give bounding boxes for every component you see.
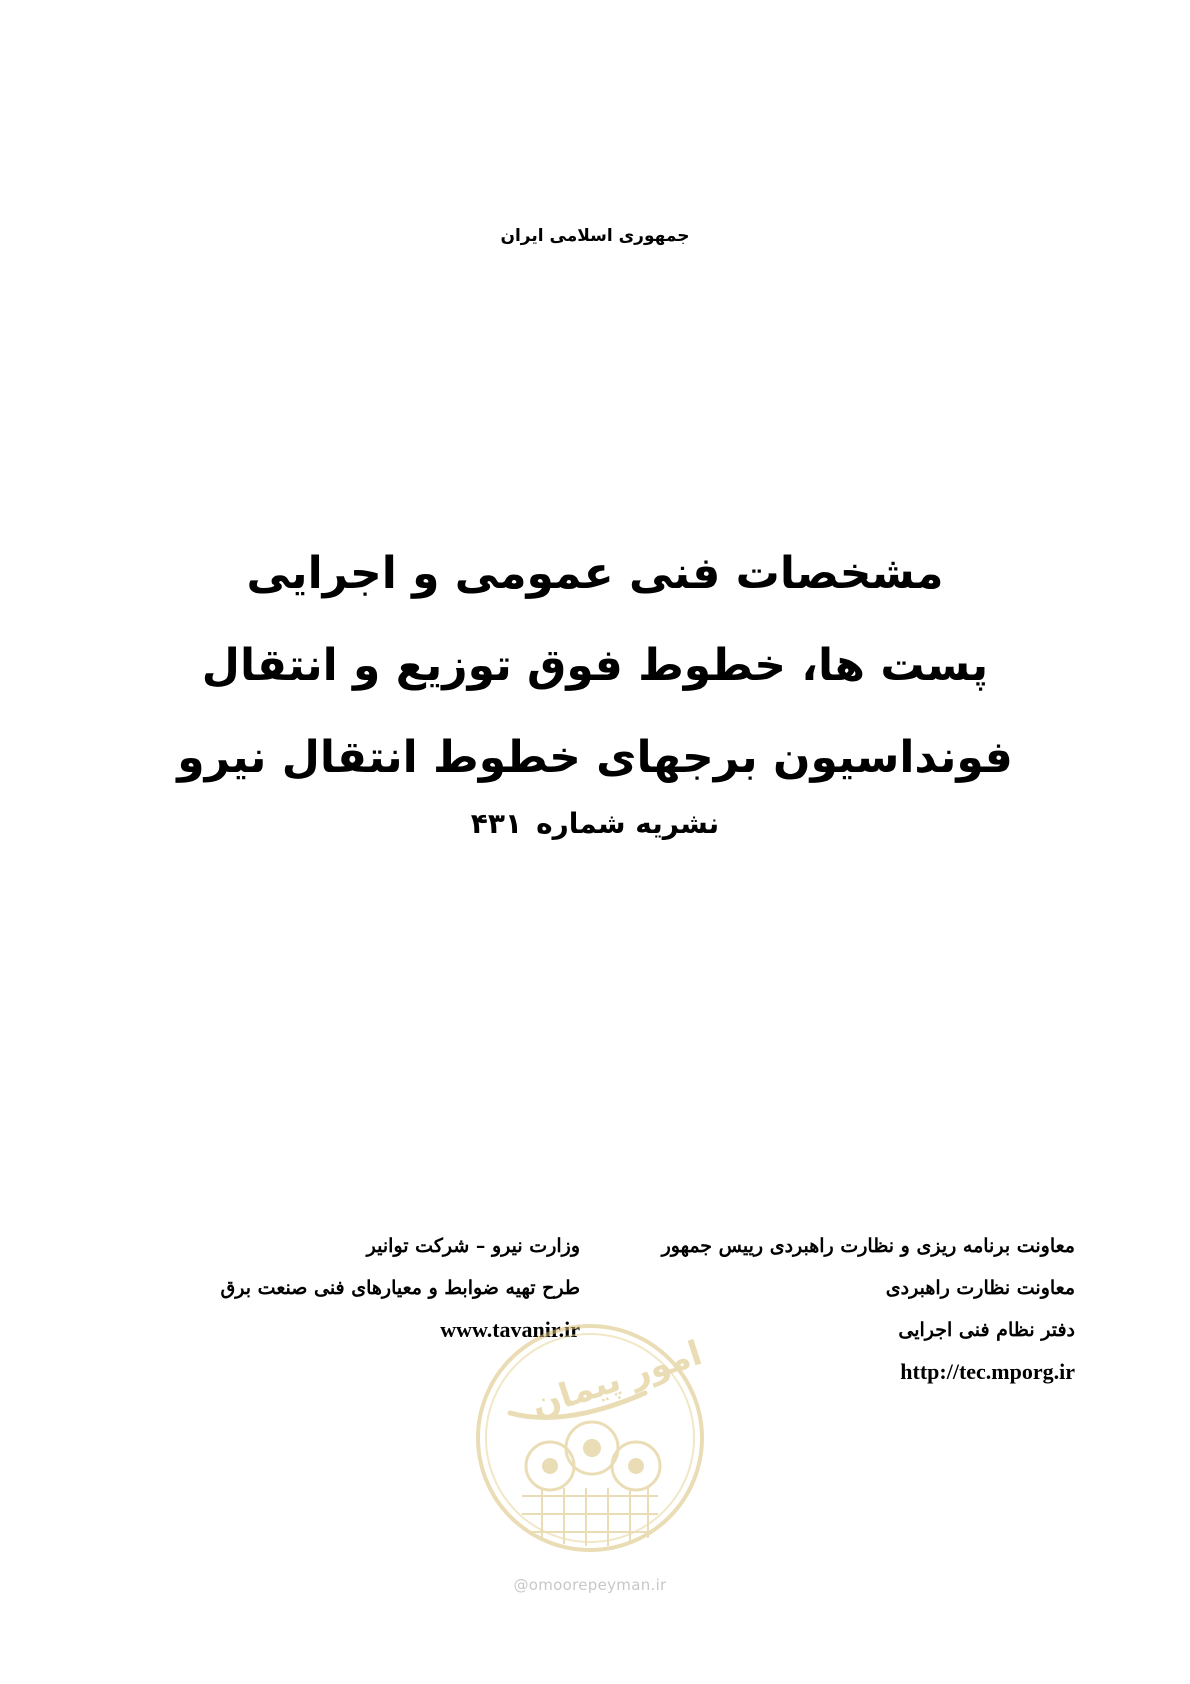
- country-heading: جمهوری اسلامی ایران: [500, 226, 690, 246]
- title-line-2: پست ها، خطوط فوق توزیع و انتقال: [201, 640, 989, 691]
- publisher-tavanir-line-1: وزارت نیرو – شرکت توانیر: [366, 1235, 580, 1257]
- title-line-3: فونداسیون برجهای خطوط انتقال نیرو: [177, 732, 1013, 783]
- watermark-logo-text: امور پیمان: [526, 1333, 707, 1426]
- watermark-logo: [470, 1318, 710, 1608]
- publisher-mporg-url: http://tec.mporg.ir: [900, 1359, 1075, 1384]
- watermark-emblem-icon: [470, 1318, 710, 1568]
- publisher-mporg-line-1: معاونت برنامه ریزی و نظارت راهبردی رییس جمهور: [661, 1235, 1075, 1257]
- publisher-mporg-line-2: معاونت نظارت راهبردی: [885, 1277, 1075, 1299]
- publisher-tavanir-url: www.tavanir.ir: [440, 1317, 580, 1342]
- publisher-block-mporg: [662, 1225, 1075, 1393]
- publication-number-line: [0, 807, 1190, 840]
- publication-label: نشریه شماره: [536, 807, 720, 840]
- publication-number: ۴۳۱: [470, 807, 523, 840]
- publisher-tavanir-line-2: طرح تهیه ضوابط و معیارهای فنی صنعت برق: [220, 1277, 580, 1299]
- publisher-mporg-line-3: دفتر نظام فنی اجرایی: [898, 1319, 1075, 1341]
- document-title: [0, 528, 1190, 804]
- title-line-1: مشخصات فنی عمومی و اجرایی: [246, 548, 944, 599]
- watermark-handle: @omoorepeyman.ir: [513, 1576, 667, 1594]
